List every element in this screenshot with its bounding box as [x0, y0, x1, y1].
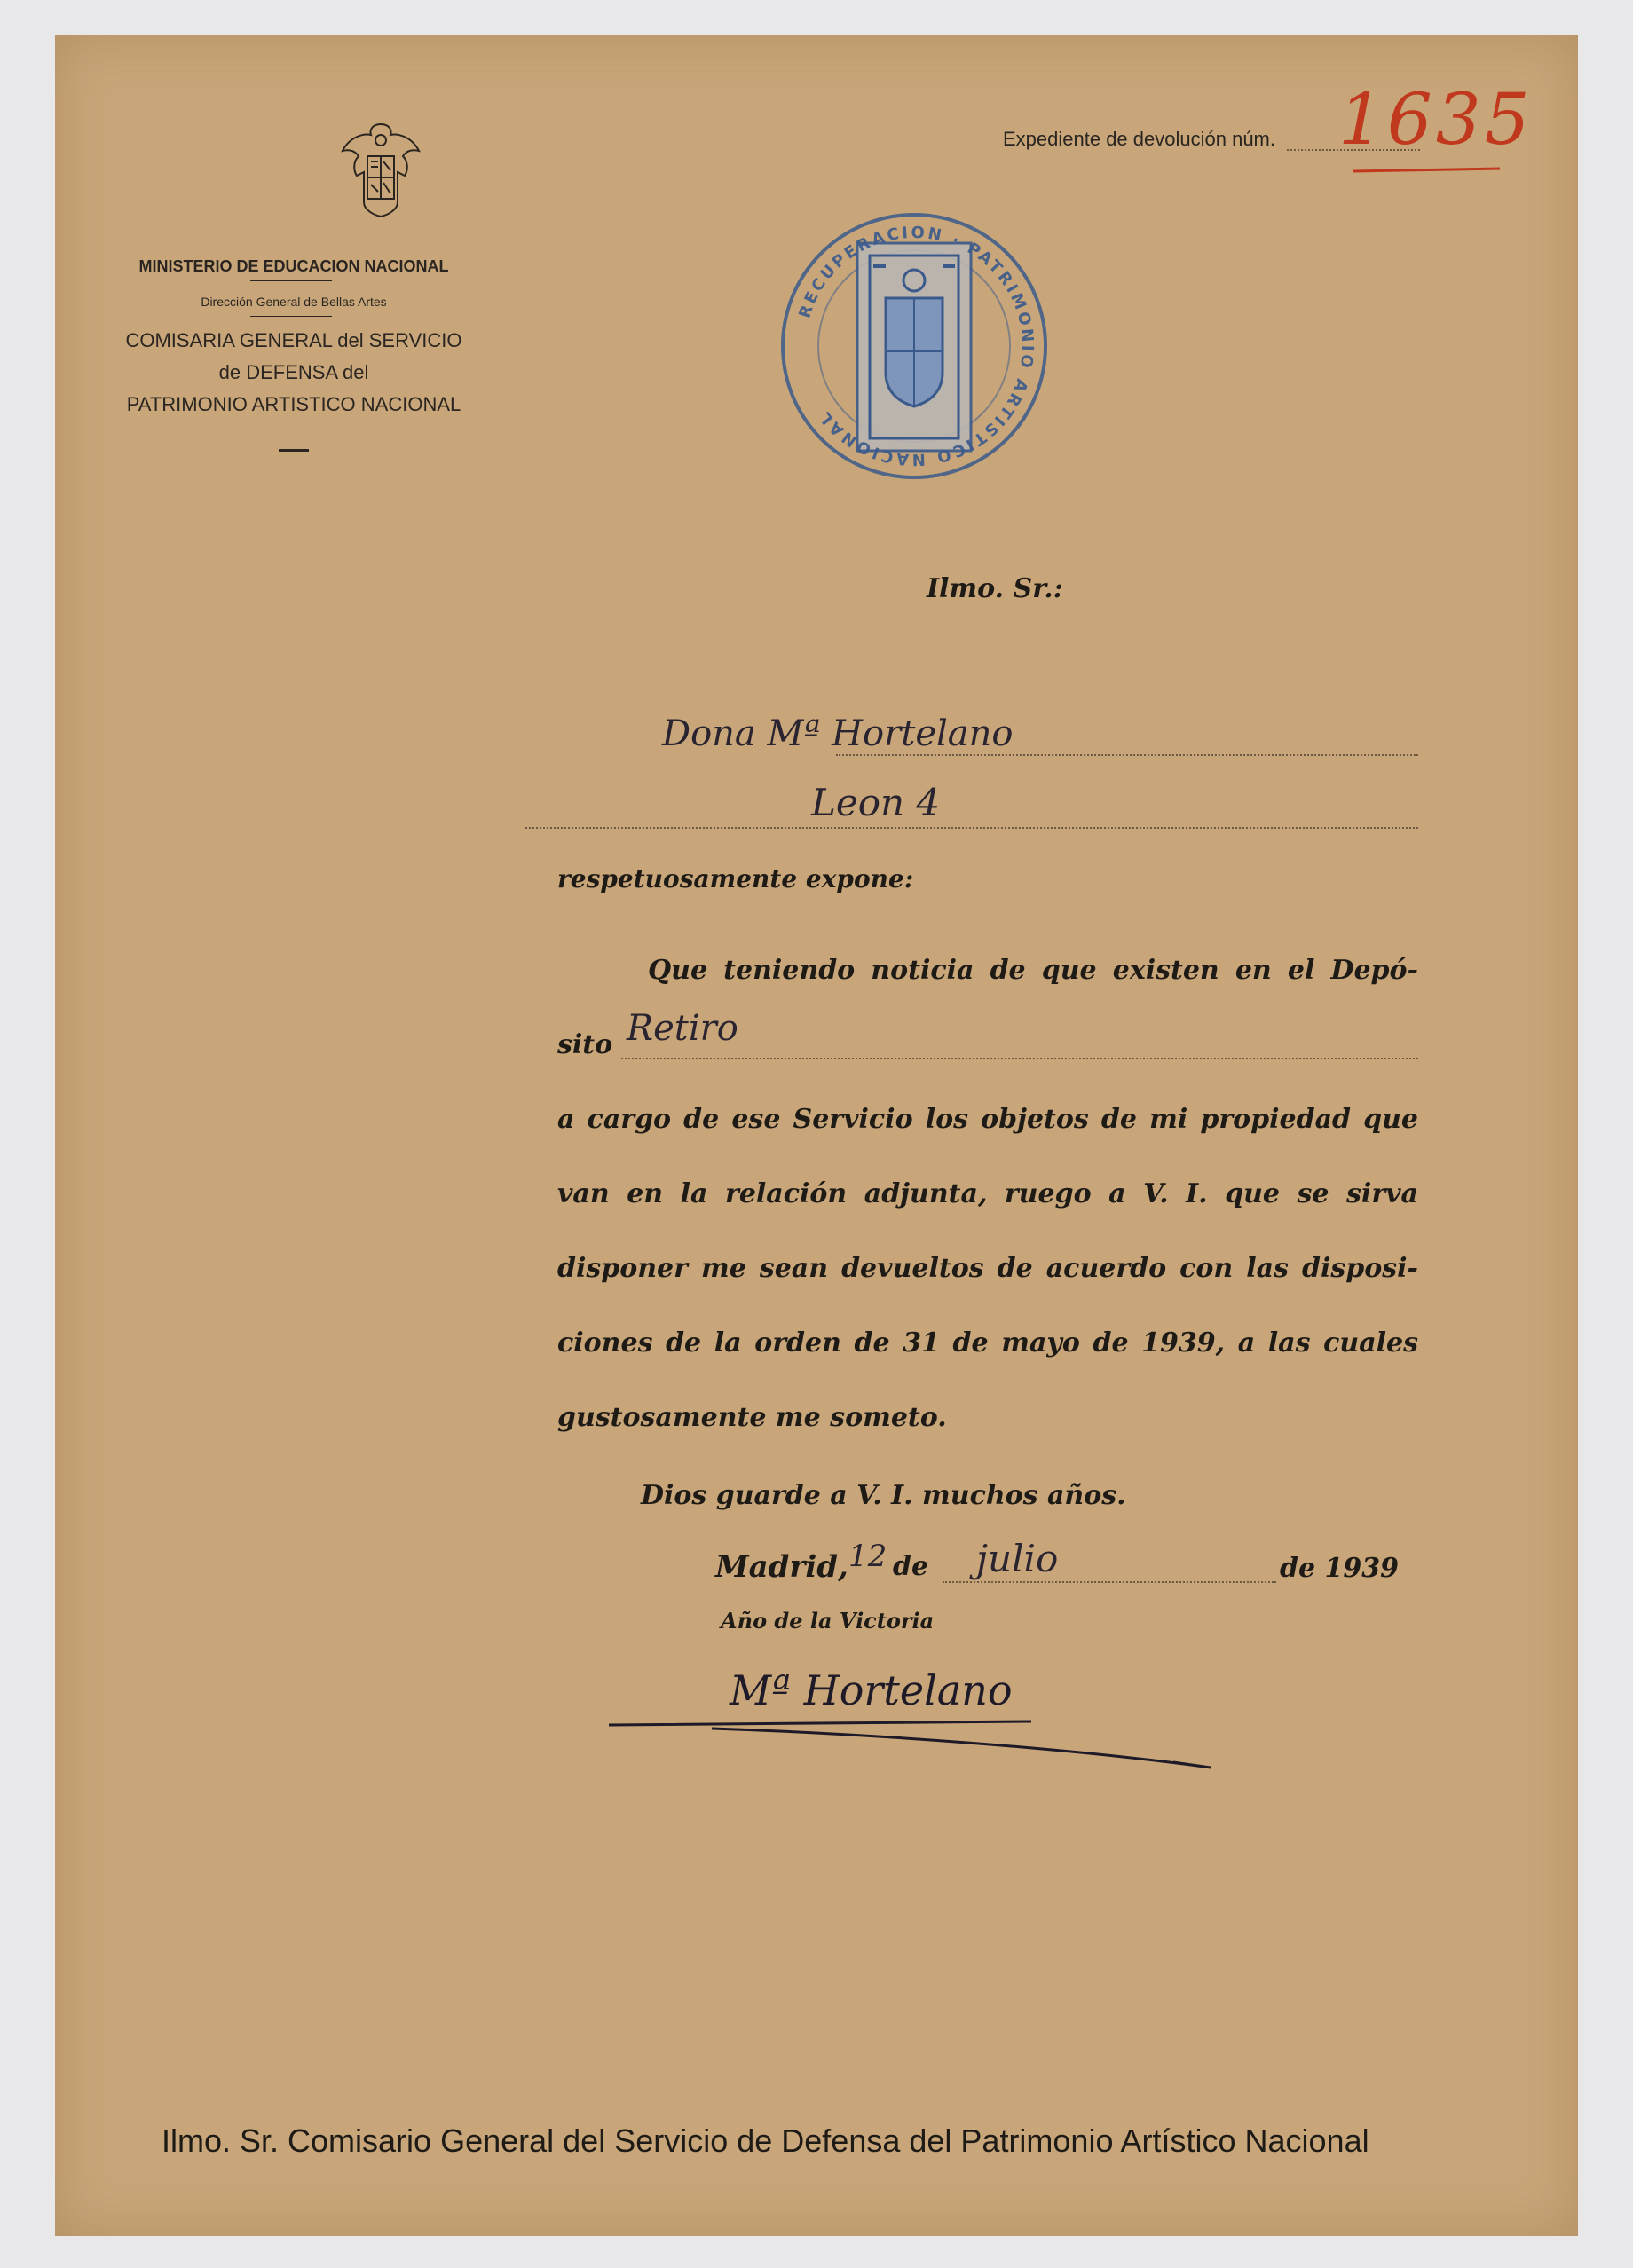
ministry-name: MINISTERIO DE EDUCACION NACIONAL: [138, 257, 449, 275]
file-number-label: Expediente de devolución núm.: [1003, 128, 1275, 150]
date-month: julio: [976, 1537, 1059, 1580]
direction-name: Dirección General de Bellas Artes: [201, 295, 387, 309]
year-label: Año de la Victoria: [721, 1608, 935, 1634]
file-number: 1635: [1338, 78, 1534, 161]
paragraph-line: disponer me sean devueltos de acuerdo con las disposi-: [557, 1253, 1418, 1284]
closing-formula: Dios guarde a V. I. muchos años.: [641, 1480, 1126, 1511]
deposit-dotline: [621, 1058, 1418, 1059]
commission-line: PATRIMONIO ARTISTICO NACIONAL: [126, 393, 462, 415]
date-year: de 1939: [1280, 1553, 1400, 1584]
letter-body: [557, 1104, 1418, 1477]
divider: [279, 449, 309, 452]
deposit-label: sito: [557, 1029, 613, 1060]
commission-block: [108, 325, 479, 421]
paragraph-line: gustosamente me someto.: [557, 1402, 947, 1433]
requester-address: Leon 4: [811, 781, 941, 824]
name-dotline: [836, 754, 1418, 756]
document-page: [55, 35, 1578, 2236]
commission-line: de DEFENSA del: [218, 361, 369, 383]
intro-text: respetuosamente expone:: [557, 864, 914, 894]
paragraph-line: Que teniendo noticia de que existen en el Depó-: [648, 955, 1418, 986]
commission-line: COMISARIA GENERAL del SERVICIO: [125, 329, 462, 351]
date-de: de: [893, 1551, 929, 1582]
file-number-underline: [1353, 168, 1500, 173]
paragraph-line: ciones de la orden de 31 de mayo de 1939, a las cuales: [557, 1327, 1418, 1358]
address-dotline: [525, 827, 1418, 829]
divider: [250, 280, 332, 281]
eagle-emblem-icon: [337, 117, 424, 222]
signature: Mª Hortelano: [730, 1666, 1013, 1714]
requester-name: Dona Mª Hortelano: [662, 713, 1014, 754]
signature-flourish: [605, 1709, 1218, 1780]
date-place: Madrid,: [715, 1549, 848, 1585]
salutation: Ilmo. Sr.:: [927, 573, 1063, 604]
deposit-name: Retiro: [627, 1008, 738, 1049]
footer-addressee: Ilmo. Sr. Comisario General del Servicio de Defensa del Patrimonio Artístico Nacional: [162, 2122, 1369, 2159]
date-day: 12: [848, 1539, 888, 1574]
paragraph-line: van en la relación adjunta, ruego a V. I. que se sirva: [557, 1178, 1418, 1209]
coat-of-arms-icon: [781, 213, 1047, 479]
official-stamp: [781, 213, 1047, 479]
divider: [250, 316, 332, 317]
paragraph-line: a cargo de ese Servicio los objetos de mi propiedad que: [557, 1104, 1418, 1135]
month-dotline: [943, 1581, 1276, 1583]
stamp-ring-text: RECUPERACION · PATRIMONIO ARTISTICO NACIONAL: [795, 223, 1037, 469]
